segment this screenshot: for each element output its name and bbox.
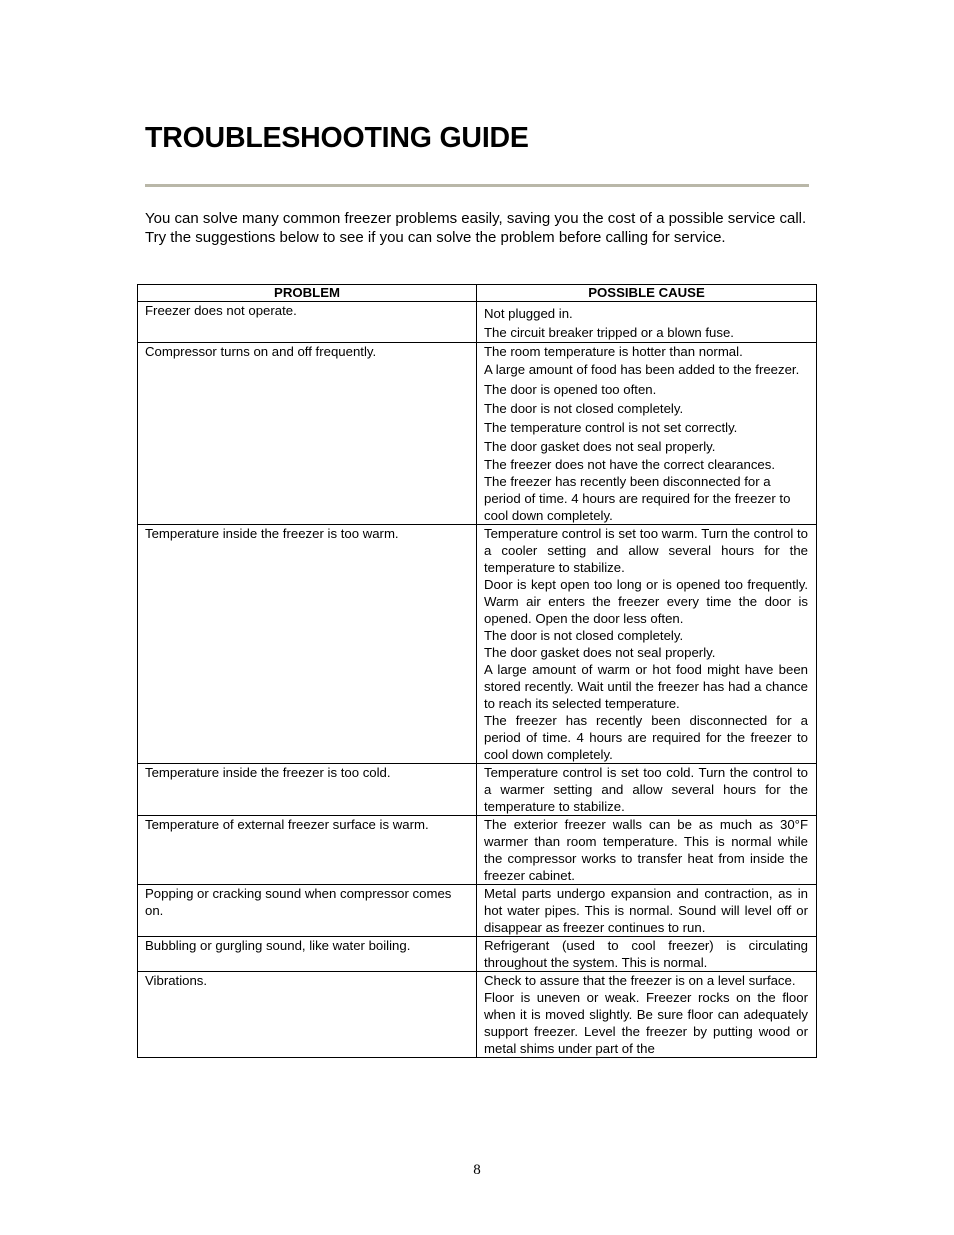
cause-item: Refrigerant (used to cool freezer) is circulating throughout the system. This is normal.	[484, 937, 808, 970]
cause-item: Floor is uneven or weak. Freezer rocks on the floor when it is moved slightly. Be sure floor can adequately support freezer. Level the freezer by putting wood or metal shims under part of the	[484, 989, 808, 1056]
cause-cell	[477, 884, 817, 936]
problem-cell: Compressor turns on and off frequently.	[138, 343, 477, 525]
problem-cell: Freezer does not operate.	[138, 302, 477, 343]
table-header-row	[138, 285, 817, 302]
cause-item: Door is kept open too long or is opened too frequently. Warm air enters the freezer every time the door is opened. Open the door less often.	[484, 576, 808, 626]
table-row	[138, 936, 817, 971]
cause-item: The door is not closed completely.	[484, 627, 684, 643]
table-row	[138, 971, 817, 1057]
cause-cell	[477, 971, 817, 1057]
cause-item: The freezer has recently been disconnected for a period of time. 4 hours are required for the freezer to cool down completely.	[484, 712, 808, 762]
page-number: 8	[473, 1162, 481, 1178]
table-row	[138, 815, 817, 884]
column-header-cause: POSSIBLE CAUSE	[477, 285, 817, 302]
cause-item: The door is not closed completely.	[484, 400, 684, 416]
cause-item: Temperature control is set too cold. Turn the control to a warmer setting and allow several hours for the temperature to stabilize.	[484, 764, 808, 814]
cause-item: The exterior freezer walls can be as much as 30°F warmer than room temperature. This is normal while the compressor works to transfer heat from inside the freezer cabinet.	[484, 816, 808, 883]
cause-item: The room temperature is hotter than normal.	[484, 344, 743, 359]
cause-item: Not plugged in.	[484, 306, 573, 321]
cause-item: Check to assure that the freezer is on a level surface.	[484, 972, 796, 988]
table-row	[138, 763, 817, 815]
cause-item: The temperature control is not set correctly.	[484, 419, 738, 435]
column-header-problem: PROBLEM	[138, 285, 477, 302]
table-row	[138, 524, 817, 763]
troubleshooting-table	[137, 284, 817, 1058]
page-title: TROUBLESHOOTING GUIDE	[145, 122, 529, 154]
cause-item: The freezer does not have the correct clearances.	[484, 456, 776, 472]
cause-item: The freezer has recently been disconnected for a period of time. 4 hours are required for the freezer to cool down completely.	[484, 473, 791, 523]
cause-cell	[477, 343, 817, 525]
title-divider	[145, 184, 809, 187]
table-row	[138, 884, 817, 936]
problem-cell: Temperature inside the freezer is too warm.	[138, 524, 477, 763]
table-row	[138, 343, 817, 525]
cause-cell	[477, 524, 817, 763]
cause-item: The door is opened too often.	[484, 381, 657, 397]
cause-item: The door gasket does not seal properly.	[484, 644, 716, 660]
cause-cell	[477, 763, 817, 815]
problem-cell: Bubbling or gurgling sound, like water boiling.	[138, 936, 477, 971]
cause-cell	[477, 815, 817, 884]
cause-item: A large amount of food has been added to the freezer.	[484, 362, 800, 377]
cause-item: The door gasket does not seal properly.	[484, 438, 716, 454]
problem-cell: Popping or cracking sound when compressor comes on.	[138, 884, 477, 936]
cause-item: The circuit breaker tripped or a blown fuse.	[484, 325, 734, 340]
cause-cell	[477, 936, 817, 971]
intro-paragraph: You can solve many common freezer problems easily, saving you the cost of a possible service call. Try the suggestions below to see if you can solve the problem before calling for service.	[145, 210, 807, 246]
cause-item: Temperature control is set too warm. Turn the control to a cooler setting and allow several hours for the temperature to stabilize.	[484, 525, 808, 575]
problem-cell: Temperature inside the freezer is too cold.	[138, 763, 477, 815]
table-row	[138, 302, 817, 343]
cause-item: A large amount of warm or hot food might have been stored recently. Wait until the freezer has had a chance to reach its selected temperature.	[484, 661, 808, 711]
cause-item: Metal parts undergo expansion and contraction, as in hot water pipes. This is normal. Sound will level off or disappear as freezer continues to run.	[484, 885, 808, 935]
cause-cell	[477, 302, 817, 343]
problem-cell: Vibrations.	[138, 971, 477, 1057]
problem-cell: Temperature of external freezer surface is warm.	[138, 815, 477, 884]
